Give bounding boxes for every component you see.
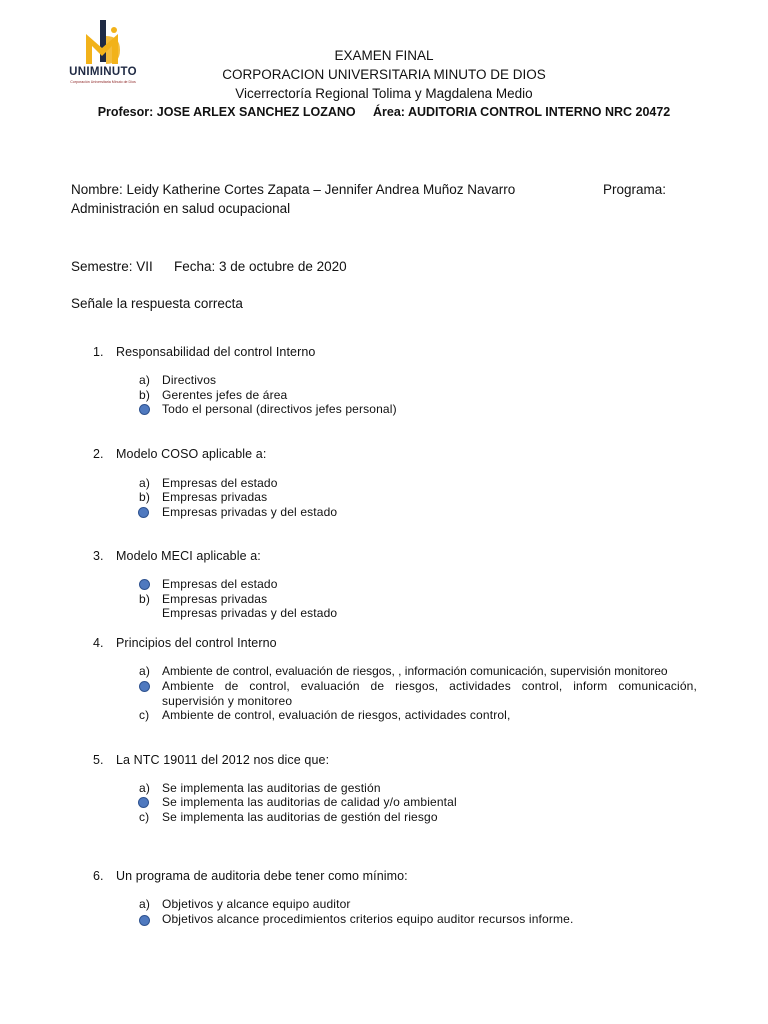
semester: Semestre: VII: [71, 259, 153, 274]
logo-text: UNIMINUTO: [69, 66, 137, 78]
student-names: Nombre: Leidy Katherine Cortes Zapata – Jennifer Andrea Muñoz Navarro: [71, 182, 516, 197]
option-text-continuation: supervisión y monitoreo: [162, 694, 293, 708]
question-number: 6.: [93, 869, 104, 883]
question-number: 5.: [93, 753, 104, 767]
option-text: Objetivos alcance procedimientos criterios equipo auditor recursos informe.: [162, 912, 574, 926]
question-number: 2.: [93, 447, 104, 461]
exam-title: EXAMEN FINAL: [334, 48, 434, 63]
option-text: Objetivos y alcance equipo auditor: [162, 897, 351, 911]
instruction: Señale la respuesta correcta: [71, 296, 243, 311]
answer-marker-dot: [139, 579, 150, 590]
option-text: Todo el personal (directivos jefes personal): [162, 402, 397, 416]
option-letter: a): [139, 664, 150, 678]
option-letter: a): [139, 476, 150, 490]
option-letter: a): [139, 897, 150, 911]
option-letter: b): [139, 388, 150, 402]
university-name: CORPORACION UNIVERSITARIA MINUTO DE DIOS: [222, 67, 546, 82]
question-text: Modelo COSO aplicable a:: [116, 447, 267, 461]
question-number: 1.: [93, 345, 104, 359]
option-letter: c): [139, 810, 150, 824]
answer-marker-dot: [139, 915, 150, 926]
option-letter: a): [139, 373, 150, 387]
option-text: Se implementa las auditorias de calidad y/o ambiental: [162, 795, 457, 809]
program-label: Programa:: [603, 182, 667, 197]
answer-marker-dot: [138, 507, 149, 518]
option-text: Ambiente de control, evaluación de riesgos, , información comunicación, supervisión monitoreo: [162, 664, 668, 678]
option-text: Empresas del estado: [162, 577, 278, 591]
option-text: Empresas privadas y del estado: [162, 505, 338, 519]
question-text: Un programa de auditoria debe tener como mínimo:: [116, 869, 408, 883]
option-text: Se implementa las auditorias de gestión: [162, 781, 381, 795]
option-text: Ambiente de control, evaluación de riesgos, actividades control, inform comunicación,: [162, 679, 697, 693]
option-text: Empresas privadas y del estado: [162, 606, 338, 620]
answer-marker-dot: [139, 404, 150, 415]
answer-marker-dot: [138, 797, 149, 808]
question-number: 4.: [93, 636, 104, 650]
option-letter: c): [139, 708, 150, 722]
professor-line: Profesor: JOSE ARLEX SANCHEZ LOZANO Área: AUDITORIA CONTROL INTERNO NRC 20472: [97, 105, 671, 119]
option-text: Se implementa las auditorias de gestión del riesgo: [162, 810, 438, 824]
option-letter: b): [139, 490, 150, 504]
option-text: Empresas privadas: [162, 490, 268, 504]
question-text: La NTC 19011 del 2012 nos dice que:: [116, 753, 330, 767]
option-letter: b): [139, 592, 150, 606]
option-text: Gerentes jefes de área: [162, 388, 288, 402]
option-text: Ambiente de control, evaluación de riesgos, actividades control,: [162, 708, 511, 722]
program-value: Administración en salud ocupacional: [71, 201, 291, 216]
logo-subtext: Corporación Universitaria Minuto de Dios: [70, 80, 136, 84]
question-text: Modelo MECI aplicable a:: [116, 549, 261, 563]
exam-date: Fecha: 3 de octubre de 2020: [174, 259, 347, 274]
answer-marker-dot: [139, 681, 150, 692]
question-text: Responsabilidad del control Interno: [116, 345, 316, 359]
option-letter: a): [139, 781, 150, 795]
option-text: Empresas privadas: [162, 592, 268, 606]
question-number: 3.: [93, 549, 104, 563]
question-text: Principios del control Interno: [116, 636, 277, 650]
option-text: Directivos: [162, 373, 217, 387]
option-text: Empresas del estado: [162, 476, 278, 490]
regional-office: Vicerrectoría Regional Tolima y Magdalena Medio: [235, 86, 533, 101]
